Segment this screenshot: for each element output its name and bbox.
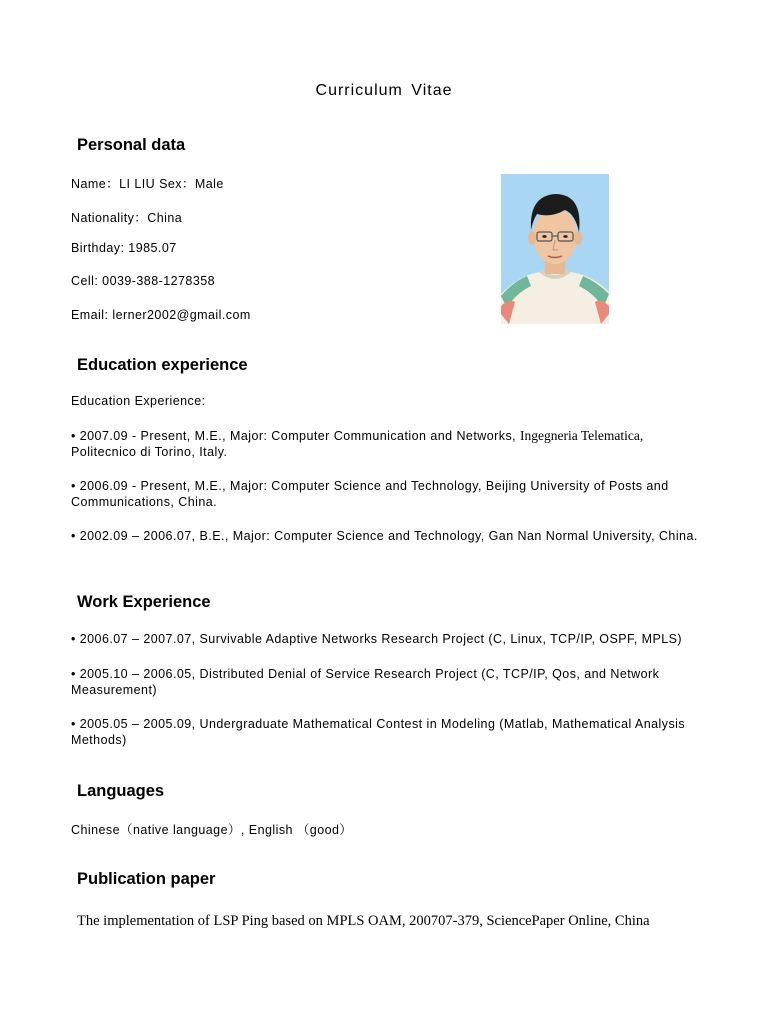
education-item-text-cont: Politecnico di Torino, Italy. (71, 445, 228, 459)
work-item: • 2005.05 – 2005.09, Undergraduate Mathematical Contest in Modeling (Matlab, Mathematical Analysis Methods) (71, 717, 686, 747)
name-sex-line: Name：LI LIU Sex：Male (71, 177, 224, 191)
languages-text: Chinese（native language）, English （good） (71, 823, 353, 837)
education-item: • 2006.09 - Present, M.E., Major: Computer Science and Technology, Beijing University of Posts and Communications, China. (71, 479, 669, 509)
work-experience-heading: Work Experience (77, 593, 211, 611)
work-item: • 2006.07 – 2007.07, Survivable Adaptive Networks Research Project (C, Linux, TCP/IP, OSPF, MPLS) (71, 632, 683, 646)
birthday-line: Birthday: 1985.07 (71, 241, 177, 255)
publication-text: The implementation of LSP Ping based on MPLS OAM, 200707-379, SciencePaper Online, China (77, 913, 650, 929)
email-line: Email: lerner2002@gmail.com (71, 308, 251, 322)
portrait-photo (501, 174, 609, 324)
education-item-text: • 2007.09 - Present, M.E., Major: Computer Communication and Networks, (71, 429, 520, 443)
nationality-line: Nationality：China (71, 211, 183, 225)
education-intro: Education Experience: (71, 394, 206, 408)
education-item (71, 428, 736, 460)
document-title: Curriculum Vitae (315, 82, 453, 99)
personal-data-heading: Personal data (77, 136, 186, 154)
work-item: • 2005.10 – 2006.05, Distributed Denial of Service Research Project (C, TCP/IP, Qos, and Network Measurement) (71, 667, 660, 697)
education-item: • 2002.09 – 2006.07, B.E., Major: Computer Science and Technology, Gan Nan Normal University, China. (71, 529, 698, 543)
education-heading: Education experience (77, 356, 248, 374)
cell-line: Cell: 0039-388-1278358 (71, 274, 216, 288)
languages-heading: Languages (77, 782, 165, 800)
education-item-serif-text: Ingegneria Telematica, (520, 428, 644, 443)
publication-heading: Publication paper (77, 870, 216, 888)
